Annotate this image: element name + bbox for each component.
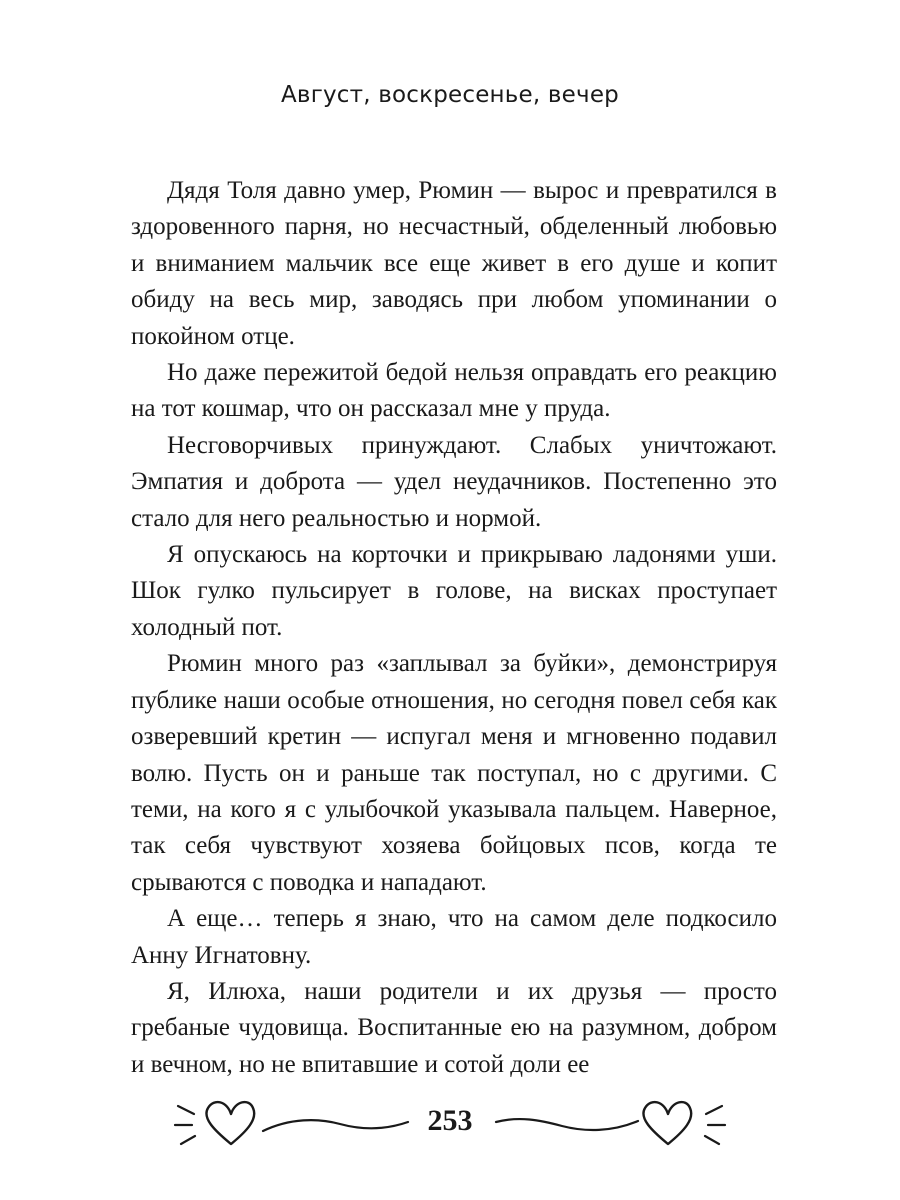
paragraph: Несговорчивых принуждают. Слабых уничтожают. Эмпатия и доброта — удел неудачников. Постепенно это стало для него реальностью и нормой. — [131, 431, 777, 532]
page-footer — [0, 1092, 900, 1162]
running-title: Август, воскресенье, вечер — [281, 82, 619, 108]
paragraph: А еще… теперь я знаю, что на самом деле подкосило Анну Игнатовну. — [131, 905, 777, 969]
page-number: 253 — [427, 1104, 473, 1137]
heart-icon — [206, 1102, 254, 1144]
sparkle-right-icon — [705, 1106, 725, 1144]
paragraph: Я опускаюсь на корточки и прикрываю ладонями уши. Шок гулко пульсирует в голове, на висках проступает холодный пот. — [131, 541, 777, 641]
paragraph: Но даже пережитой бедой нельзя оправдать его реакцию на тот кошмар, что он рассказал мне у пруда. — [131, 359, 777, 423]
sparkle-left-icon — [175, 1106, 195, 1144]
paragraph: Рюмин много раз «заплывал за буйки», демонстрируя публике наши особые отношения, но сегодня повел себя как озверевший кретин — испугал меня и мгновенно подавил волю. Пусть он и раньше так поступал, но с другими. С теми, на кого я с улыбочкой указывала пальцем. Наверное, так себя чувствуют хозяева бойцовых псов, когда те срываются с поводка и нападают. — [131, 650, 777, 896]
heart-icon — [643, 1102, 691, 1144]
swash-right-icon — [496, 1119, 638, 1130]
paragraph: Дядя Толя давно умер, Рюмин — вырос и превратился в здоровенного парня, но несчастный, обделенный любовью и вниманием мальчик все еще живет в его душе и копит обиду на весь мир, заводясь при любом упоминании о покойном отце. — [131, 177, 777, 350]
swash-left-icon — [263, 1120, 408, 1131]
paragraph: Я, Илюха, наши родители и их друзья — просто гребаные чудовища. Воспитанные ею на разумном, добром и вечном, но не впитавшие и сотой доли ее — [131, 977, 777, 1078]
body-text — [131, 173, 777, 1083]
